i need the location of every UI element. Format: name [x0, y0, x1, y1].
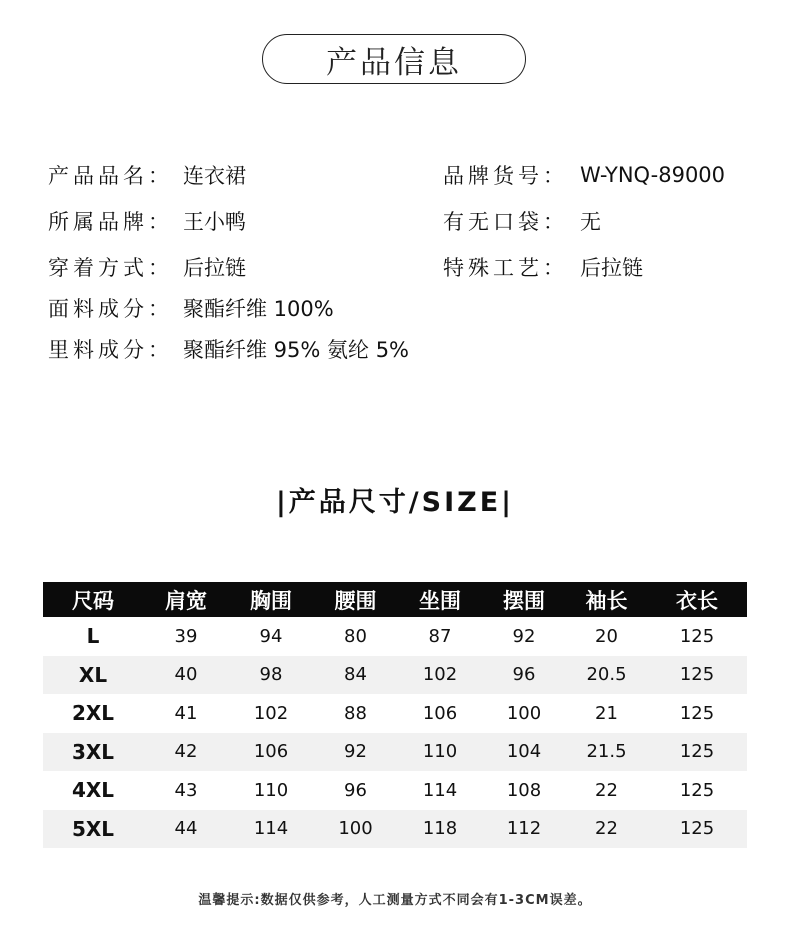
- table-cell: 125: [679, 741, 715, 763]
- table-header-cell: 袖长: [585, 588, 628, 613]
- table-cell: 100: [506, 702, 542, 724]
- table-cell: 102: [422, 664, 458, 686]
- table-cell: 39: [174, 625, 198, 647]
- table-cell: 118: [422, 818, 458, 840]
- table-cell: 100: [338, 818, 373, 840]
- table-cell: 98: [259, 664, 283, 686]
- table-row: [43, 771, 747, 810]
- info-row-brand: [48, 207, 246, 235]
- table-cell: 87: [428, 625, 452, 647]
- table-header-cell: 坐围: [419, 588, 461, 613]
- section-title-product-info: 产品信息: [262, 34, 526, 84]
- info-value: 连衣裙: [183, 164, 246, 188]
- size-label-cell: L: [86, 624, 100, 649]
- info-label: 品牌货号：: [443, 164, 568, 188]
- info-value: 后拉链: [183, 256, 246, 280]
- size-label-cell: 4XL: [71, 778, 115, 803]
- info-row-wear-method: [48, 253, 246, 281]
- table-cell: 125: [679, 625, 715, 647]
- table-header-cell: 尺码: [72, 588, 114, 613]
- table-cell: 96: [344, 779, 367, 801]
- table-cell: 40: [174, 664, 198, 686]
- info-row-special-craft: [443, 253, 643, 281]
- table-cell: 88: [344, 702, 367, 724]
- info-label: 有无口袋：: [443, 210, 568, 234]
- table-cell: 92: [512, 625, 536, 647]
- info-row-product-name: [48, 161, 246, 189]
- table-cell: 106: [253, 741, 289, 763]
- size-table: [43, 582, 747, 848]
- table-cell: 125: [679, 702, 715, 724]
- info-label: 特殊工艺：: [443, 256, 568, 280]
- table-header-cell: 摆围: [503, 588, 545, 613]
- table-header-cell: 胸围: [250, 588, 292, 613]
- info-value: W-YNQ-89000: [580, 163, 726, 187]
- table-cell: 43: [174, 779, 198, 801]
- table-row: [43, 810, 747, 849]
- table-header-cell: 腰围: [334, 588, 377, 613]
- table-cell: 112: [506, 818, 542, 840]
- info-value: 无: [580, 210, 601, 234]
- table-cell: 92: [344, 741, 367, 763]
- table-cell: 110: [422, 741, 458, 763]
- size-label-cell: 5XL: [71, 816, 115, 841]
- size-label-cell: 3XL: [71, 739, 115, 764]
- table-cell: 84: [344, 664, 367, 686]
- table-cell: 20.5: [586, 664, 627, 686]
- table-cell: 114: [253, 818, 289, 840]
- table-header-cell: 衣长: [676, 588, 718, 613]
- table-cell: 44: [174, 818, 198, 840]
- table-cell: 110: [253, 779, 289, 801]
- table-header-row: [43, 582, 747, 617]
- info-row-fabric: [48, 294, 334, 322]
- table-cell: 41: [174, 702, 198, 724]
- info-label: 面料成分：: [48, 297, 173, 321]
- table-row: [43, 694, 747, 733]
- table-cell: 94: [259, 625, 283, 647]
- table-cell: 21.5: [586, 741, 627, 763]
- section-title-size: |产品尺寸/SIZE|: [275, 487, 515, 518]
- table-cell: 22: [595, 818, 618, 840]
- table-cell: 104: [506, 741, 542, 763]
- table-cell: 106: [422, 702, 458, 724]
- table-cell: 125: [679, 664, 715, 686]
- table-cell: 125: [679, 779, 715, 801]
- table-cell: 80: [344, 625, 367, 647]
- table-cell: 21: [595, 702, 618, 724]
- info-value: 聚酯纤维 95% 氨纶 5%: [183, 338, 410, 362]
- info-label: 产品品名：: [48, 164, 173, 188]
- info-value: 王小鸭: [183, 210, 246, 234]
- table-cell: 42: [174, 741, 198, 763]
- table-cell: 102: [253, 702, 289, 724]
- table-header-cell: 肩宽: [165, 588, 207, 613]
- table-row: [43, 733, 747, 772]
- info-value: 后拉链: [580, 256, 643, 280]
- size-label-cell: XL: [78, 662, 108, 687]
- info-label: 所属品牌：: [48, 210, 173, 234]
- info-label: 穿着方式：: [48, 256, 173, 280]
- table-row: [43, 656, 747, 695]
- table-row: [43, 617, 747, 656]
- table-cell: 96: [512, 664, 536, 686]
- info-label: 里料成分：: [48, 338, 173, 362]
- info-value: 聚酯纤维 100%: [183, 297, 334, 321]
- info-row-pockets: [443, 207, 601, 235]
- size-label-cell: 2XL: [71, 701, 115, 726]
- footnote: 温馨提示:数据仅供参考，人工测量方式不同会有1-3CM误差。: [198, 893, 592, 908]
- info-row-lining: [48, 335, 409, 363]
- table-cell: 22: [595, 779, 618, 801]
- table-cell: 114: [422, 779, 458, 801]
- info-row-item-number: [443, 161, 725, 189]
- table-cell: 20: [595, 625, 618, 647]
- table-cell: 125: [679, 818, 715, 840]
- table-cell: 108: [506, 779, 542, 801]
